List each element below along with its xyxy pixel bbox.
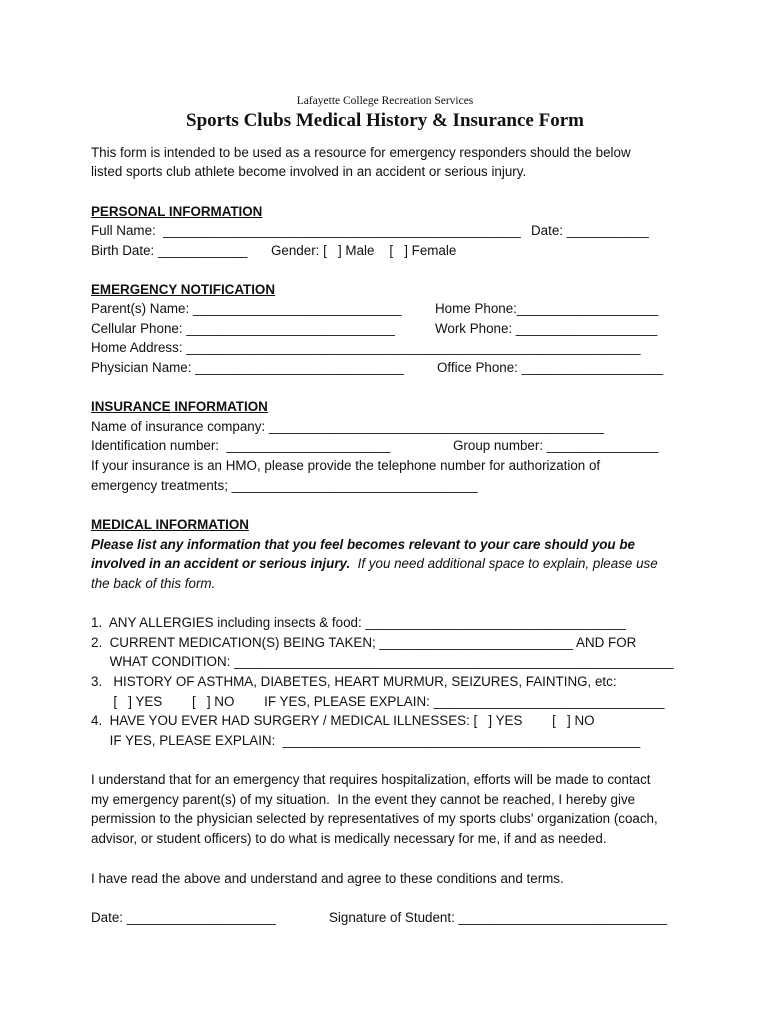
medical-instruction-3: the back of this form. xyxy=(91,576,216,591)
date-field[interactable]: Date: ___________ xyxy=(531,223,649,238)
student-signature-field[interactable]: Signature of Student: ____________________________ xyxy=(329,910,668,925)
group-number-field[interactable]: Group number: _______________ xyxy=(453,438,659,453)
insurance-company-field[interactable]: Name of insurance company: _____________________________________________ xyxy=(91,419,605,434)
surgery-question[interactable]: 4. HAVE YOU EVER HAD SURGERY / MEDICAL ILLNESSES: [ ] YES [ ] NO xyxy=(91,713,595,728)
full-name-field[interactable]: Full Name: ________________________________________________ xyxy=(91,223,521,238)
medical-instruction-2 xyxy=(91,556,658,572)
medications-field[interactable]: 2. CURRENT MEDICATION(S) BEING TAKEN; __________________________ AND FOR xyxy=(91,635,637,650)
allergies-field[interactable]: 1. ANY ALLERGIES including insects & food: ___________________________________ xyxy=(91,615,627,630)
medical-heading: MEDICAL INFORMATION xyxy=(91,517,249,532)
personal-heading: PERSONAL INFORMATION xyxy=(91,204,263,219)
consent-line-2: my emergency parent(s) of my situation. In the event they cannot be reached, I hereby give xyxy=(91,792,636,807)
intro-line-2: listed sports club athlete become involved in an accident or serious injury. xyxy=(91,164,527,179)
insurance-heading: INSURANCE INFORMATION xyxy=(91,399,268,414)
org-name: Lafayette College Recreation Services xyxy=(296,95,474,107)
agreement-statement: I have read the above and understand and agree to these conditions and terms. xyxy=(91,871,564,886)
form-title: Sports Clubs Medical History & Insurance Form xyxy=(186,110,584,131)
signature-date-field[interactable]: Date: ____________________ xyxy=(91,910,276,925)
condition-field[interactable]: WHAT CONDITION: ___________________________________________________________ xyxy=(91,654,674,669)
parents-name-field[interactable]: Parent(s) Name: ____________________________ xyxy=(91,301,402,316)
cellular-phone-field[interactable]: Cellular Phone: ____________________________ xyxy=(91,321,395,336)
office-phone-field[interactable]: Office Phone: ___________________ xyxy=(437,360,664,375)
medical-instruction-2-italic: If you need additional space to explain, please use xyxy=(350,556,658,571)
history-question: 3. HISTORY OF ASTHMA, DIABETES, HEART MURMUR, SEIZURES, FAINTING, etc: xyxy=(91,674,617,689)
surgery-explain-field[interactable]: IF YES, PLEASE EXPLAIN: ________________________________________________ xyxy=(91,733,641,748)
physician-name-field[interactable]: Physician Name: ____________________________ xyxy=(91,360,404,375)
home-phone-field[interactable]: Home Phone:___________________ xyxy=(435,301,659,316)
work-phone-field[interactable]: Work Phone: ___________________ xyxy=(435,321,658,336)
birth-date-field[interactable]: Birth Date: ____________ xyxy=(91,243,248,258)
medical-instruction-1: Please list any information that you feel becomes relevant to your care should you be xyxy=(91,537,635,552)
emergency-heading: EMERGENCY NOTIFICATION xyxy=(91,282,276,297)
home-address-field[interactable]: Home Address: _____________________________________________________________ xyxy=(91,340,641,355)
consent-line-3: permission to the physician selected by representatives of my sports clubs' organization (coach, xyxy=(91,811,658,826)
consent-line-1: I understand that for an emergency that requires hospitalization, efforts will be made to contact xyxy=(91,772,651,787)
history-answer-field[interactable]: [ ] YES [ ] NO IF YES, PLEASE EXPLAIN: _______________________________ xyxy=(91,694,665,709)
identification-number-field[interactable]: Identification number: ______________________ xyxy=(91,438,391,453)
medical-instruction-2-bold: involved in an accident or serious injury. xyxy=(91,556,351,571)
intro-line-1: This form is intended to be used as a resource for emergency responders should the below xyxy=(91,145,631,160)
hmo-line-1: If your insurance is an HMO, please provide the telephone number for authorization of xyxy=(91,458,601,473)
consent-line-4: advisor, or student officers) to do what is medically necessary for me, if and as needed. xyxy=(91,831,607,846)
hmo-telephone-field[interactable]: emergency treatments; _________________________________ xyxy=(91,478,478,493)
gender-checkboxes[interactable]: Gender: [ ] Male [ ] Female xyxy=(271,243,457,258)
